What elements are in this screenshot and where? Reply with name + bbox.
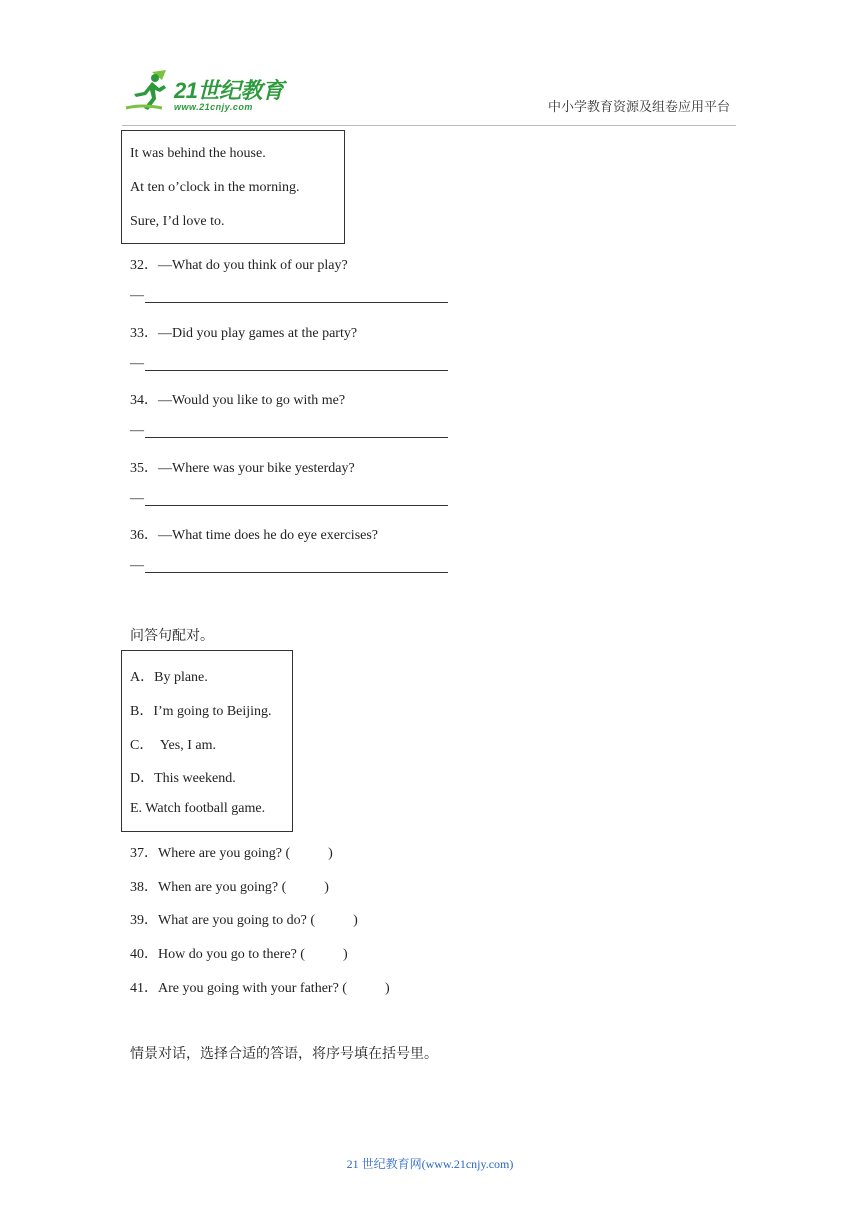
question-number: 36． [130, 528, 158, 543]
answer-dash-33: — [130, 356, 144, 371]
question-text: —Did you play games at the party? [158, 326, 358, 341]
question-number: 37． [130, 846, 158, 861]
question-number: 38． [130, 880, 158, 895]
answer-blank-32[interactable] [145, 302, 448, 303]
header-platform-text: 中小学教育资源及组卷应用平台 [548, 99, 731, 114]
answer-dash-36: — [130, 558, 144, 573]
box1-line-1: It was behind the house. [130, 146, 266, 161]
option-c: C． Yes, I am. [130, 738, 216, 753]
option-b: B．I’m going to Beijing. [130, 704, 272, 719]
box1-line-2: At ten o’clock in the morning. [130, 180, 300, 195]
logo-url: www.21cnjy.com [174, 102, 253, 112]
question-text: Are you going with your father? ( [158, 981, 347, 996]
question-text: What are you going to do? ( [158, 913, 316, 928]
site-logo [122, 68, 292, 116]
option-e: E. Watch football game. [130, 801, 266, 816]
option-d: D．This weekend. [130, 771, 236, 786]
question-text: Where are you going? ( [158, 846, 291, 861]
question-35 [130, 457, 355, 477]
close-paren: ) [324, 880, 329, 895]
answer-dash-34: — [130, 423, 144, 438]
answer-blank-35[interactable] [145, 505, 448, 506]
question-32 [130, 254, 348, 274]
close-paren: ) [384, 981, 390, 996]
question-37 [130, 842, 333, 862]
close-paren: ) [328, 846, 333, 861]
question-33 [130, 322, 357, 342]
question-text: When are you going? ( [158, 880, 287, 895]
question-text: —Where was your bike yesterday? [158, 461, 355, 476]
question-36 [130, 524, 378, 544]
question-number: 32． [130, 258, 158, 273]
close-paren: ) [353, 913, 358, 928]
runner-icon [122, 68, 174, 114]
answer-blank-34[interactable] [145, 437, 448, 438]
header-divider [122, 125, 736, 126]
answer-dash-32: — [130, 288, 144, 303]
section-title-dialogue: 情景对话，选择合适的答语，将序号填在括号里。 [130, 1047, 438, 1062]
question-text: —What time does he do eye exercises? [158, 528, 379, 543]
question-number: 39． [130, 913, 158, 928]
question-number: 33． [130, 326, 158, 341]
question-text: —Would you like to go with me? [158, 393, 346, 408]
answer-blank-36[interactable] [145, 572, 448, 573]
question-39 [130, 909, 358, 929]
answer-blank-33[interactable] [145, 370, 448, 371]
option-a: A．By plane. [130, 670, 208, 685]
question-38 [130, 876, 329, 896]
question-number: 34． [130, 393, 158, 408]
box1-line-3: Sure, I’d love to. [130, 214, 225, 229]
section-title-matching: 问答句配对。 [130, 629, 214, 644]
question-34 [130, 389, 345, 409]
close-paren: ) [342, 947, 348, 962]
question-number: 40． [130, 947, 158, 962]
question-number: 41． [130, 981, 158, 996]
question-41 [130, 977, 390, 997]
question-text: How do you go to there? ( [158, 947, 305, 962]
question-number: 35． [130, 461, 158, 476]
question-text: —What do you think of our play? [158, 258, 348, 273]
logo-text: 21世纪教育 [174, 78, 284, 103]
answer-dash-35: — [130, 491, 144, 506]
footer-link[interactable]: 21 世纪教育网(www.21cnjy.com) [346, 1157, 514, 1171]
question-40 [130, 943, 348, 963]
